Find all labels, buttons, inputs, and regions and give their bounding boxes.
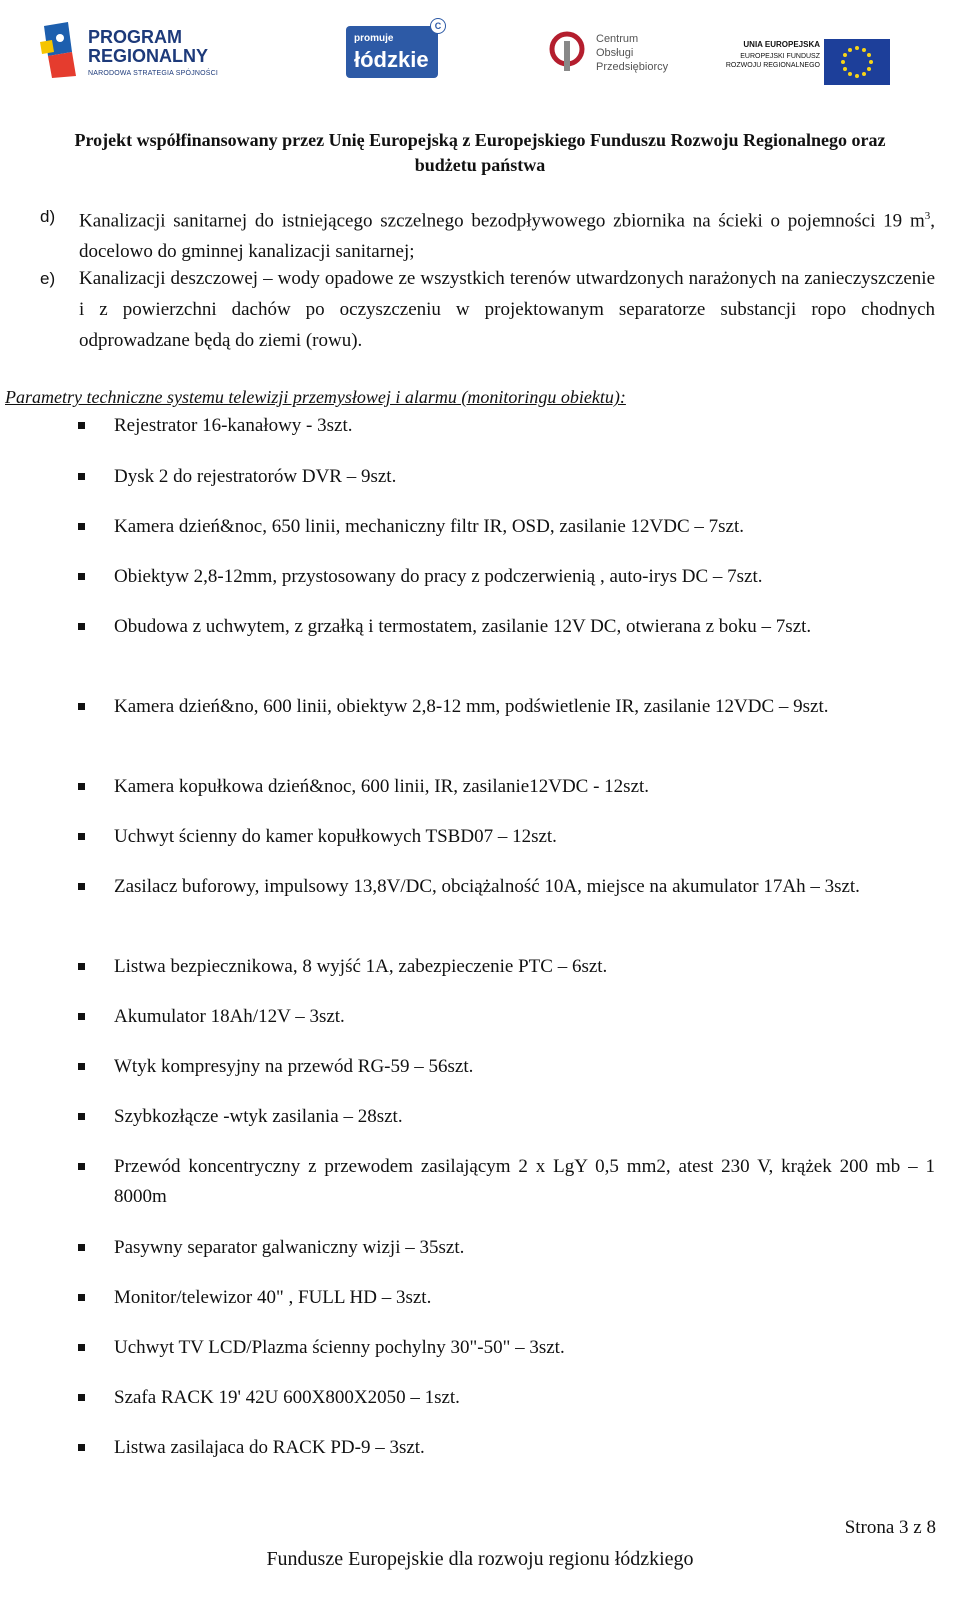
list-item [78,1102,935,1132]
project-header [0,128,960,178]
list-item [78,562,935,592]
unia-europejska-logo [725,26,930,86]
bullet-icon [78,883,85,890]
list-item [78,822,935,852]
list-item-text: Zasilacz buforowy, impulsowy 13,8V/DC, obciążalność 10A, miejsce na akumulator 17Ah – 3szt. [114,876,860,897]
list-item-text: Akumulator 18Ah/12V – 3szt. [114,1006,345,1027]
centrum-obslugi-line3: Przedsiębiorcy [596,61,669,73]
unia-europejska-line2: EUROPEJSKI FUNDUSZ [740,53,820,60]
program-regionalny-line2: REGIONALNY [88,46,209,66]
bullet-icon [78,473,85,480]
bullet-icon [78,963,85,970]
eu-flag-icon [824,39,890,85]
list-item [78,1333,935,1363]
unia-europejska-line1: UNIA EUROPEJSKA [743,40,820,49]
point-e-label: e) [40,269,56,288]
list-item-text: Rejestrator 16-kanałowy - 3szt. [114,415,353,436]
promuje-lodzkie-line1: promuje [354,33,394,44]
bullet-icon [78,422,85,429]
list-item-text: Dysk 2 do rejestratorów DVR – 9szt. [114,466,397,487]
list-item-text: Szafa RACK 19' 42U 600X800X2050 – 1szt. [114,1387,460,1408]
list-item-text: Obudowa z uchwytem, z grzałką i termostatem, zasilanie 12V DC, otwierana z boku – 7szt. [114,616,812,637]
page-number: Strona 3 z 8 [844,1517,936,1538]
list-item-text: Szybkozłącze -wtyk zasilania – 28szt. [114,1106,403,1127]
list-item [78,1283,935,1313]
unia-europejska-line3: ROZWOJU REGIONALNEGO [725,62,820,69]
bullet-icon [78,783,85,790]
list-item-text: Kamera kopułkowa dzień&noc, 600 linii, IR, zasilanie12VDC - 12szt. [114,776,650,797]
list-item [78,1152,935,1212]
footer-text: Fundusze Europejskie dla rozwoju regionu łódzkiego [266,1548,694,1570]
list-item [78,612,935,642]
list-item [78,772,935,802]
list-item [78,411,935,441]
bullet-icon [78,1113,85,1120]
list-item-text: Uchwyt ścienny do kamer kopułkowych TSBD07 – 12szt. [114,826,557,847]
program-regionalny-line1: PROGRAM [88,27,182,47]
bullet-icon [78,523,85,530]
list-item-text: Pasywny separator galwaniczny wizji – 35szt. [114,1237,465,1258]
list-item-text: Kamera dzień&noc, 650 linii, mechaniczny filtr IR, OSD, zasilanie 12VDC – 7szt. [114,516,745,537]
list-item-text: Wtyk kompresyjny na przewód RG-59 – 56szt. [114,1056,474,1077]
project-header-line1: Projekt współfinansowany przez Unię Europejską z Europejskiego Funduszu Rozwoju Regionalnego oraz [74,130,886,150]
section-heading: Parametry techniczne systemu telewizji przemysłowej i alarmu (monitoringu obiektu): [5,387,626,407]
program-regionalny-logo [38,20,228,82]
point-e [40,263,935,356]
bullet-icon [78,1244,85,1251]
centrum-obslugi-ring-icon [548,27,586,75]
bullet-icon [78,1444,85,1451]
logo-bar [0,12,960,82]
list-item [78,1052,935,1082]
list-item [78,952,935,982]
list-item-text: Obiektyw 2,8-12mm, przystosowany do pracy z podczerwienią , auto-irys DC – 7szt. [114,566,763,587]
promuje-lodzkie-line2: łódzkie [354,47,429,72]
list-item [78,1002,935,1032]
list-item-text: Monitor/telewizor 40" , FULL HD – 3szt. [114,1287,432,1308]
point-d [40,201,935,267]
list-item [78,512,935,542]
centrum-obslugi-line1: Centrum [596,33,639,45]
point-e-text: Kanalizacji deszczowej – wody opadowe ze wszystkich terenów utwardzonych narażonych na zanieczyszczenie i z powierzchni dachów po oczyszczeniu w projektowanym separatorze substancji ropo chodnych odprowadzane będą do ziemi (rowu). [79,268,935,351]
list-item [78,872,935,902]
bullet-icon [78,1063,85,1070]
bullet-icon [78,1394,85,1401]
centrum-obslugi-line2: Obsługi [596,47,634,59]
bullet-icon [78,1013,85,1020]
list-item-text: Przewód koncentryczny z przewodem zasilającym 2 x LgY 0,5 mm2, atest 230 V, krążek 200 mb – 1 8000m [114,1156,935,1207]
program-regionalny-flag-icon [38,22,82,78]
bullet-icon [78,1163,85,1170]
bullet-icon [78,573,85,580]
copyright-icon: C [430,18,446,34]
list-item [78,1383,935,1413]
list-item-text: Uchwyt TV LCD/Plazma ścienny pochylny 30"-50" – 3szt. [114,1337,565,1358]
bullet-icon [78,1344,85,1351]
superscript: 3 [924,210,931,222]
list-item-text: Listwa zasilajaca do RACK PD-9 – 3szt. [114,1437,425,1458]
bullet-icon [78,703,85,710]
centrum-obslugi-logo [548,27,669,83]
list-item [78,1233,935,1263]
point-d-text: Kanalizacji sanitarnej do istniejącego szczelnego bezodpływowego zbiornika na ścieki o pojemności 19 $m^3$, docelowo do gminnej kanalizacji sanitarnej; [79,210,935,263]
bullet-icon [78,623,85,630]
list-item [78,1433,935,1463]
list-item-text: Kamera dzień&no, 600 linii, obiektyw 2,8-12 mm, podświetlenie IR, zasilanie 12VDC – 9szt. [114,696,829,717]
point-d-label: d) [40,207,56,226]
bullet-icon [78,833,85,840]
project-header-line2: budżetu państwa [414,155,546,175]
bullet-icon [78,1294,85,1301]
list-item [78,692,935,722]
list-item-text: Listwa bezpiecznikowa, 8 wyjść 1A, zabezpieczenie PTC – 6szt. [114,956,608,977]
list-item [78,462,935,492]
promuje-lodzkie-logo [346,21,442,78]
program-regionalny-line3: NARODOWA STRATEGIA SPÓJNOŚCI [88,70,219,77]
